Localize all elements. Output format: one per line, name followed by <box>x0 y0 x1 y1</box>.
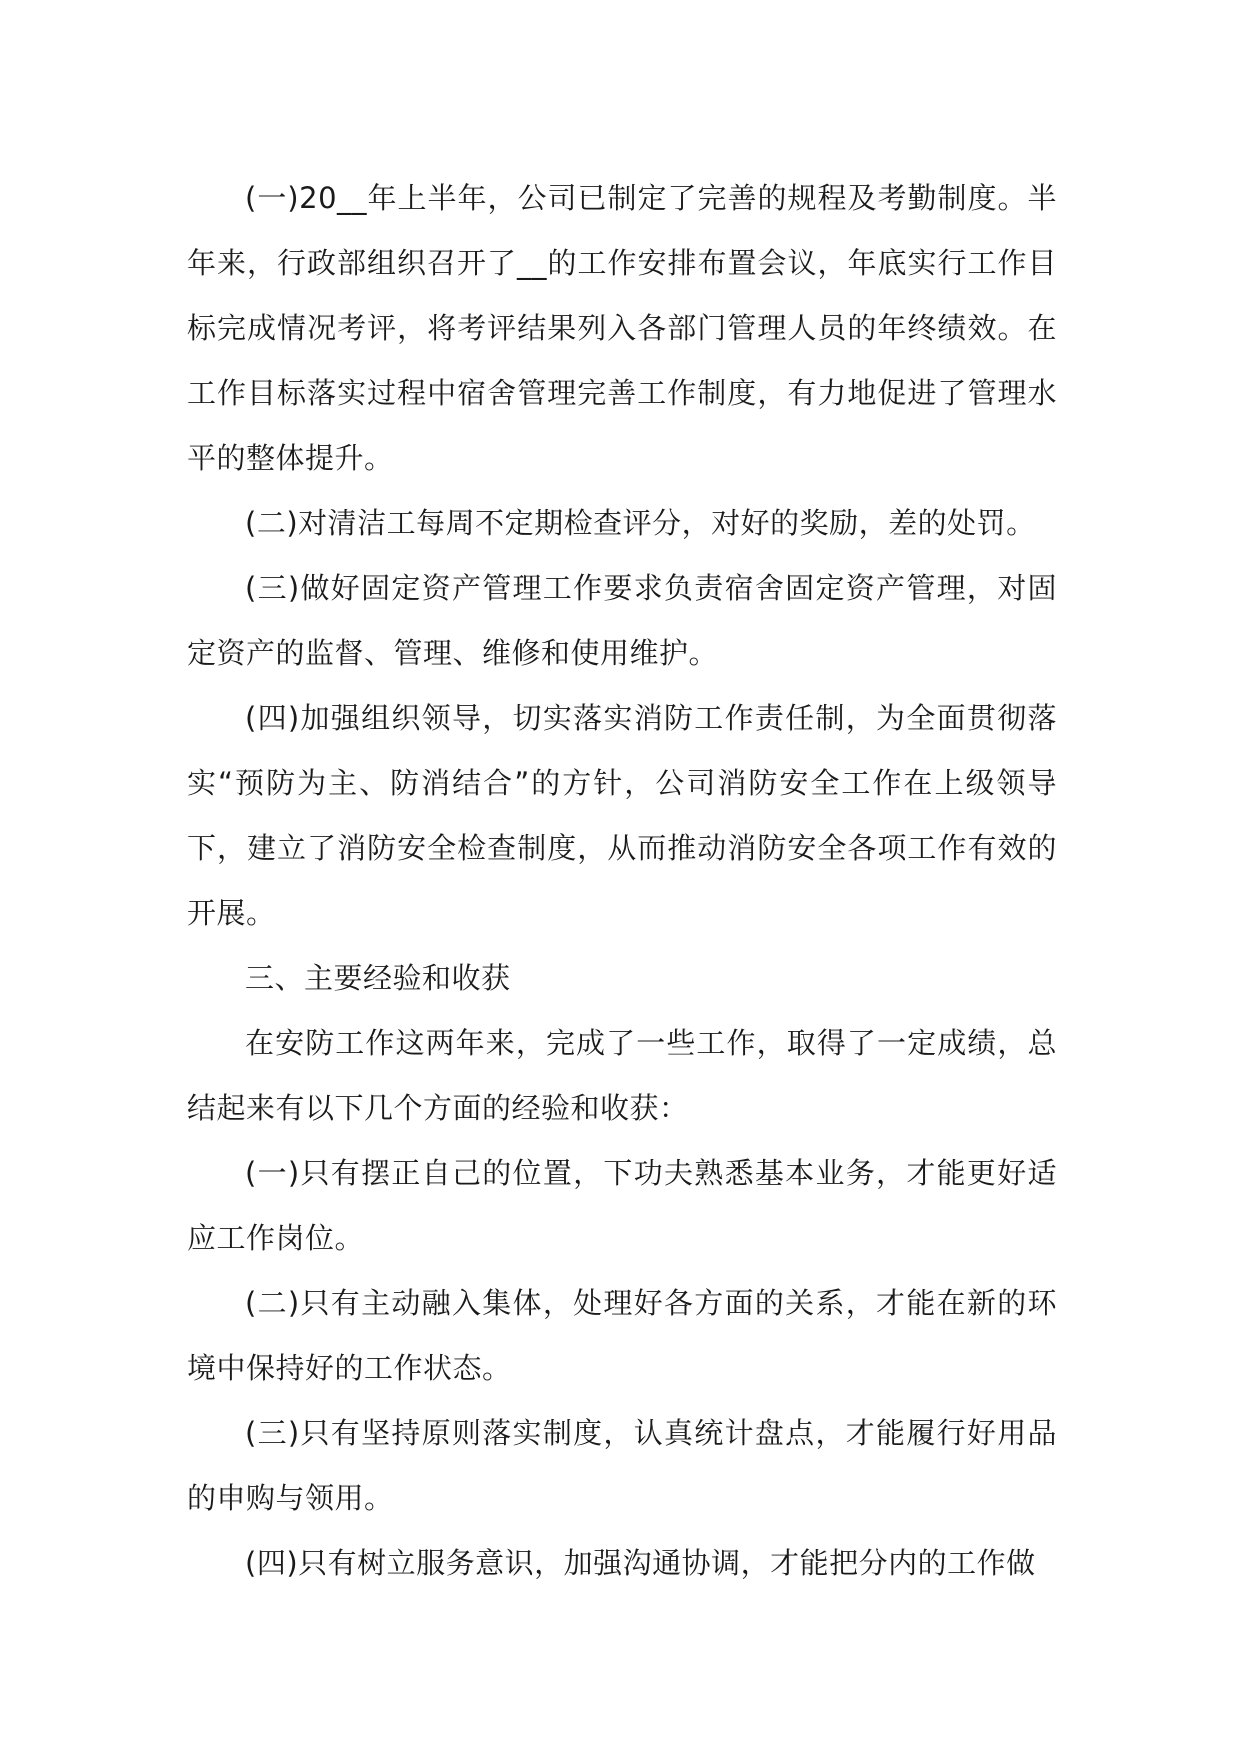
section-paragraph-5: (四)只有树立服务意识，加强沟通协调，才能把分内的工作做 <box>245 1546 1036 1580</box>
section-paragraph-2: (一)只有摆正自己的位置，下功夫熟悉基本业务，才能更好适应工作岗位。 <box>187 1156 1057 1255</box>
paragraph-3: (三)做好固定资产管理工作要求负责宿舍固定资产管理，对固定资产的监督、管理、维修和使用维护。 <box>187 571 1057 670</box>
section-heading: 三、主要经验和收获 <box>245 961 511 995</box>
section-paragraph-3: (二)只有主动融入集体，处理好各方面的关系，才能在新的环境中保持好的工作状态。 <box>187 1286 1057 1385</box>
section-paragraph-1: 在安防工作这两年来，完成了一些工作，取得了一定成绩，总结起来有以下几个方面的经验和收获： <box>187 1026 1057 1125</box>
paragraph-1: (一)20__年上半年，公司已制定了完善的规程及考勤制度。半年来，行政部组织召开了__的工作安排布置会议，年底实行工作目标完成情况考评，将考评结果列入各部门管理人员的年终绩效。在工作目标落实过程中宿舍管理完善工作制度，有力地促进了管理水平的整体提升。 <box>187 181 1057 475</box>
document-body <box>187 166 1057 1596</box>
section-paragraph-4: (三)只有坚持原则落实制度，认真统计盘点，才能履行好用品的申购与领用。 <box>187 1416 1057 1515</box>
paragraph-2: (二)对清洁工每周不定期检查评分，对好的奖励，差的处罚。 <box>245 506 1036 540</box>
paragraph-4: (四)加强组织领导，切实落实消防工作责任制，为全面贯彻落实“预防为主、防消结合”的方针，公司消防安全工作在上级领导下，建立了消防安全检查制度，从而推动消防安全各项工作有效的开展。 <box>187 701 1057 930</box>
